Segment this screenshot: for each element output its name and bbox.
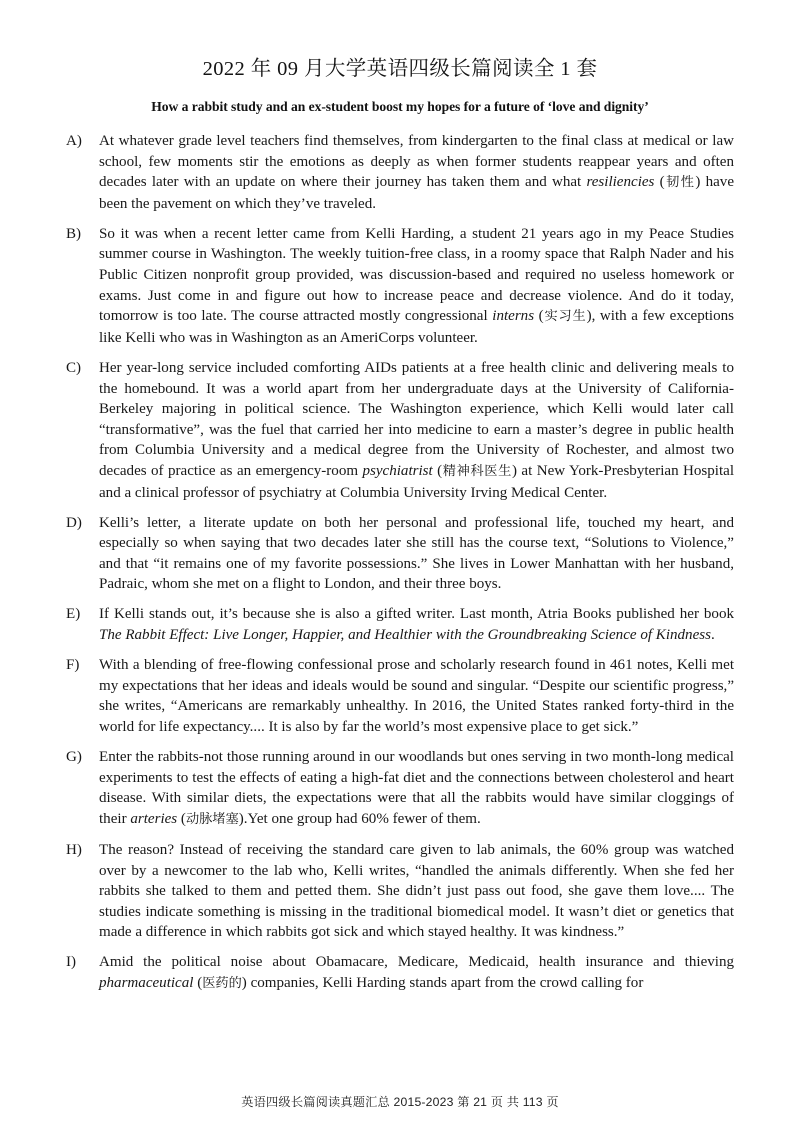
paragraph-text-d: Kelli’s letter, a literate update on both her personal and professional life, touched my heart, and especially so when saying that two decades later she still has the course text, “Solutions to Violence,” and that “it remains one of my favorite possessions.” She lives in Lower Manhattan with her husband, Padraic, whom she met on a flight to London, and their three boys. bbox=[99, 514, 734, 593]
paragraph-text-g: Enter the rabbits-not those running around in our woodlands but ones serving in two month-long medical experiments to test the effects of eating a high-fat diet and the connections between cholesterol and heart disease. With similar diets, the expectations were that all the rabbits would have similar cloggings of their arteries (动脉堵塞).Yet one group had 60% fewer of them. bbox=[99, 749, 734, 827]
passage-paragraph-c bbox=[66, 358, 734, 503]
footer-total-prefix: 共 bbox=[506, 1095, 520, 1109]
paragraph-text-f: With a blending of free-flowing confessional prose and scholarly research found in 461 notes, Kelli met my expectations that her ideas and ideals would be sound and singular. “Despite our scientific progress,” she writes, “Americans are remarkably unhealthy. In 2016, the United States ranked forty-third in the world for life expectancy.... It is also by far the world’s most expensive place to get sick.” bbox=[99, 657, 734, 735]
paragraph-marker-h: H) bbox=[66, 841, 82, 858]
paragraph-marker-e: E) bbox=[66, 606, 81, 623]
passage-paragraph-a bbox=[66, 131, 734, 214]
paragraph-text-h: The reason? Instead of receiving the standard care given to lab animals, the 60% group was watched over by a newcomer to the lab who, Kelli writes, “handled the animals differently. When she fed her rabbits she talked to them and petted them. She didn’t just pass out food, she gave them love.... The studies indicate something is missing in the traditional biomedical model. It wasn’t diet or genetics that made a difference in which rabbits got sick and which stayed healthy. It was kindness.” bbox=[99, 841, 734, 941]
passage-paragraph-h bbox=[66, 840, 734, 943]
passage-paragraph-b bbox=[66, 224, 734, 349]
paragraph-marker-a: A) bbox=[66, 133, 82, 149]
passage-paragraph-i bbox=[66, 952, 734, 994]
paragraph-marker-d: D) bbox=[66, 514, 82, 531]
page-title: 2022 年 09 月大学英语四级长篇阅读全 1 套 bbox=[202, 58, 598, 80]
page-footer bbox=[0, 1093, 800, 1110]
footer-total-pages: 113 bbox=[522, 1095, 543, 1109]
footer-page-number: 21 bbox=[473, 1095, 488, 1109]
passage-paragraph-d bbox=[66, 513, 734, 595]
paragraph-marker-b: B) bbox=[66, 225, 82, 242]
paragraph-marker-f: F) bbox=[66, 657, 80, 674]
paragraph-text-e: If Kelli stands out, it’s because she is also a gifted writer. Last month, Atria Books published her book The Rabbit Effect: Live Longer, Happier, and Healthier with the Groundbreaking Science of Kindness. bbox=[99, 606, 734, 644]
passage-body bbox=[0, 131, 800, 995]
paragraph-text-a: At whatever grade level teachers find themselves, from kindergarten to the final class at medical or law school, few moments stir the emotions as deeply as when former students reappear years and often decades later with an update on where their journey has taken them and what resiliencies (韧性) have been the pavement on which they’ve traveled. bbox=[99, 133, 735, 212]
paragraph-text-b: So it was when a recent letter came from Kelli Harding, a student 21 years ago in my Peace Studies summer course in Washington. The weekly tuition-free class, in a roomy space that Ralph Nader and his Public Citizen nonprofit group provided, was discussion-based and required no useless homework or exams. Just come in and figure out how to increase peace and decrease violence. And do it today, tomorrow is too late. The course attracted mostly congressional interns (实习生), with a few exceptions like Kelli who was in Washington as an AmeriCorps volunteer. bbox=[99, 225, 735, 346]
footer-year-range: 2015-2023 bbox=[393, 1095, 454, 1109]
footer-page-unit: 页 bbox=[490, 1095, 504, 1109]
passage-paragraph-g bbox=[66, 747, 734, 830]
footer-collection-label: 英语四级长篇阅读真题汇总 bbox=[241, 1095, 390, 1109]
paragraph-text-c: Her year-long service included comforting AIDs patients at a free health clinic and delivering meals to the homebound. It was a world apart from her undergraduate days at the University of California-Berkeley majoring in political science. The Washington experience, which Kelli would later call “transformative”, was the fuel that carried her into medicine to earn a master’s degree in public health from Columbia University and a medical degree from the University of Rochester, and almost two decades of practice as an emergency-room psychiatrist (精神科医生) at New York-Presbyterian Hospital and a clinical professor of psychiatry at Columbia University Irving Medical Center. bbox=[99, 359, 735, 501]
footer-page-prefix: 第 bbox=[457, 1095, 470, 1109]
paragraph-marker-i: I) bbox=[66, 954, 77, 971]
paragraph-text-i: Amid the political noise about Obamacare, Medicare, Medicaid, health insurance and thieving pharmaceutical (医药的) companies, Kelli Harding stands apart from the crowd calling for bbox=[99, 954, 734, 991]
paragraph-marker-c: C) bbox=[66, 359, 82, 376]
paragraph-marker-g: G) bbox=[66, 749, 82, 766]
article-subtitle: How a rabbit study and an ex-student boost my hopes for a future of ‘love and dignity’ bbox=[151, 99, 649, 114]
passage-paragraph-f bbox=[66, 655, 734, 737]
passage-paragraph-e bbox=[66, 604, 734, 645]
footer-total-unit: 页 bbox=[546, 1095, 559, 1109]
